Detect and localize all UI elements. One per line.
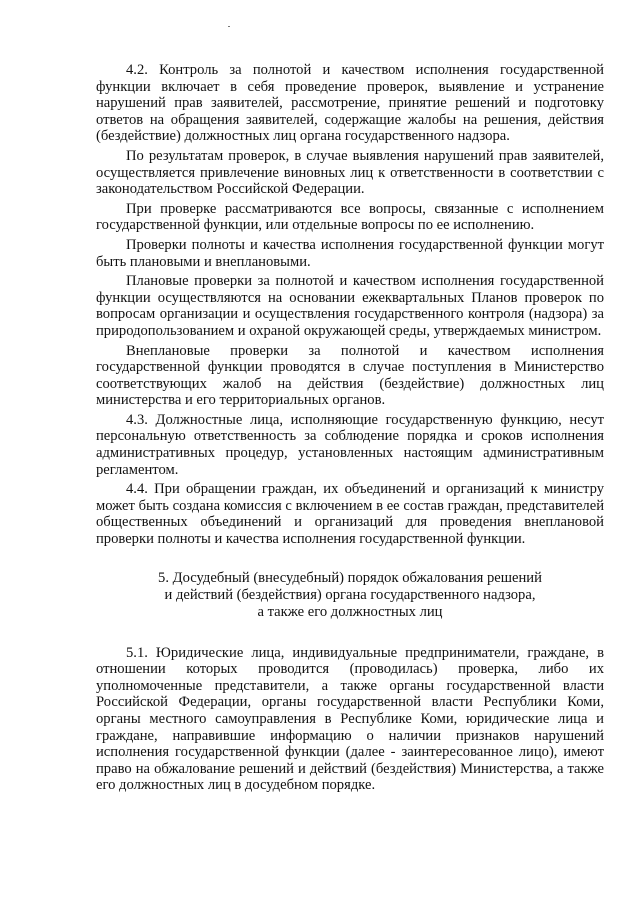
paragraph-5-1: 5.1. Юридические лица, индивидуальные предприниматели, граждане, в отношении которых проводится (проводилась) проверка, либо их уполномоченные представители, а также органы государственной власти Российской Федерации, органы государственной власти Республики Коми, органы местного самоуправления в Республике Коми, юридические лица и граждане, направившие информацию о наличии признаков нарушений исполнения государственной функции (далее - заинтересованное лицо), имеют право на обжалование решений и действий (бездействия) Министерства, а также его должностных лиц в досудебном порядке. <box>96 644 604 794</box>
scan-speck <box>228 26 230 27</box>
document-body <box>96 62 604 794</box>
paragraph-4-2: 4.2. Контроль за полнотой и качеством исполнения государственной функции включает в себя проведение проверок, выявление и устранение нарушений прав заявителей, рассмотрение, принятие решений и подготовку ответов на обращения заявителей, содержащие жалобы на решения, действия (бездействие) должностных лиц органа государственного надзора. <box>96 62 604 145</box>
section-5-heading-line-1: 5. Досудебный (внесудебный) порядок обжалования решений <box>158 569 542 586</box>
paragraph-planned: Плановые проверки за полнотой и качеством исполнения государственной функции осуществляются на основании ежеквартальных Планов проверок по вопросам организации и осуществления государственного контроля (надзора) за природопользованием и охраной окружающей среды, утверждаемых министром. <box>96 273 604 339</box>
section-5-heading-line-3: а также его должностных лиц <box>257 603 443 620</box>
paragraph-4-3: 4.3. Должностные лица, исполняющие государственную функцию, несут персональную ответственность за соблюдение порядка и сроков исполнения административных процедур, установленных настоящим административным регламентом. <box>96 411 604 478</box>
paragraph-scope: При проверке рассматриваются все вопросы, связанные с исполнением государственной функции, или отдельные вопросы по ее исполнению. <box>96 200 604 234</box>
paragraph-types: Проверки полноты и качества исполнения государственной функции могут быть плановыми и внеплановыми. <box>96 236 604 270</box>
paragraph-results: По результатам проверок, в случае выявления нарушений прав заявителей, осуществляется привлечение виновных лиц к ответственности в соответствии с законодательством Российской Федерации. <box>96 147 604 198</box>
paragraph-4-4: 4.4. При обращении граждан, их объединений и организаций к министру может быть создана комиссия с включением в ее состав граждан, представителей общественных объединений и организаций для проведения внеплановой проверки полноты и качества исполнения государственной функции. <box>96 481 604 548</box>
section-5-heading <box>96 570 604 621</box>
section-5-heading-line-2: и действий (бездействия) органа государственного надзора, <box>164 586 536 603</box>
paragraph-unplanned: Внеплановые проверки за полнотой и качеством исполнения государственной функции проводятся в случае поступления в Министерство соответствующих жалоб на действия (бездействие) должностных лиц министерства и его территориальных органов. <box>96 342 604 409</box>
